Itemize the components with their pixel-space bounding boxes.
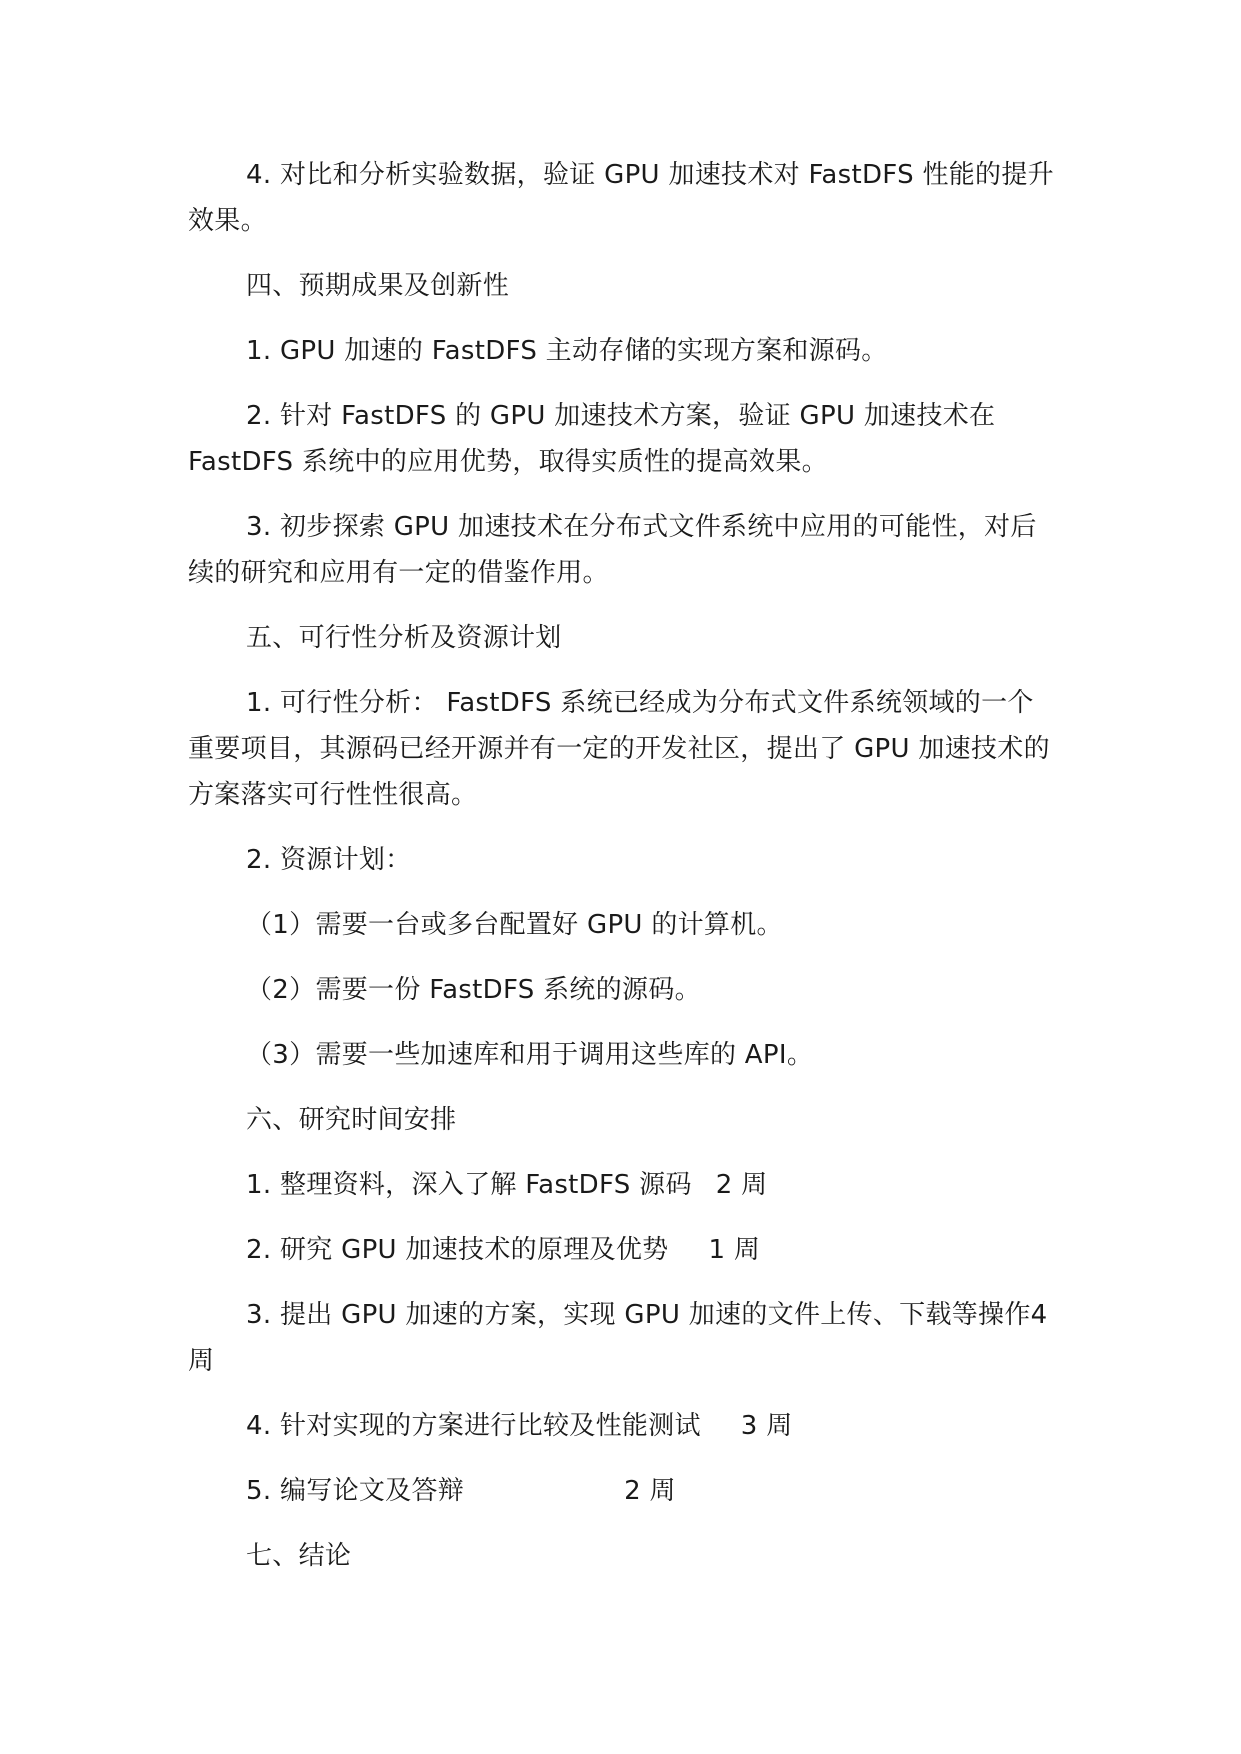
schedule-task: 2. 研究 GPU 加速技术的原理及优势 [246,1235,669,1265]
document-body [188,152,1058,1579]
schedule-item-3 [188,1292,1058,1384]
section-heading-conclusion: 七、结论 [246,1541,352,1571]
paragraph-resource-2: （2）需要一份 FastDFS 系统的源码。 [246,975,701,1005]
schedule-duration: 3 周 [740,1411,793,1441]
schedule-duration: 2 周 [624,1476,676,1506]
paragraph-item-4-comparison: 4. 对比和分析实验数据，验证 GPU 加速技术对 FastDFS 性能的提升效果。 [188,160,1054,236]
schedule-item-5 [188,1468,1058,1514]
schedule-duration: 2 周 [715,1170,768,1200]
paragraph-feasibility-analysis: 1. 可行性分析： FastDFS 系统已经成为分布式文件系统领域的一个重要项目，其源码已经开源并有一定的开发社区，提出了 GPU 加速技术的方案落实可行性性很高。 [188,688,1050,810]
schedule-duration: 4 周 [188,1300,1048,1376]
schedule-item-2 [188,1227,1058,1273]
section-heading-schedule: 六、研究时间安排 [246,1105,457,1135]
schedule-item-4 [188,1403,1058,1449]
schedule-duration: 1 周 [708,1235,761,1265]
paragraph-resource-plan: 2. 资源计划： [246,845,412,875]
schedule-task: 4. 针对实现的方案进行比较及性能测试 [246,1411,701,1441]
schedule-item-1 [188,1162,1058,1208]
schedule-task: 1. 整理资料，深入了解 FastDFS 源码 [246,1170,692,1200]
section-heading-feasibility: 五、可行性分析及资源计划 [246,623,562,653]
paragraph-result-2: 2. 针对 FastDFS 的 GPU 加速技术方案，验证 GPU 加速技术在 FastDFS 系统中的应用优势，取得实质性的提高效果。 [188,401,996,477]
paragraph-result-1: 1. GPU 加速的 FastDFS 主动存储的实现方案和源码。 [246,336,888,366]
paragraph-resource-1: （1）需要一台或多台配置好 GPU 的计算机。 [246,910,783,940]
schedule-task: 5. 编写论文及答辩 [246,1476,465,1506]
section-heading-expected-results: 四、预期成果及创新性 [246,271,510,301]
schedule-task: 3. 提出 GPU 加速的方案，实现 GPU 加速的文件上传、下载等操作 [246,1300,1031,1330]
paragraph-resource-3: （3）需要一些加速库和用于调用这些库的 API。 [246,1040,814,1070]
paragraph-result-3: 3. 初步探索 GPU 加速技术在分布式文件系统中应用的可能性，对后续的研究和应用有一定的借鉴作用。 [188,512,1037,588]
